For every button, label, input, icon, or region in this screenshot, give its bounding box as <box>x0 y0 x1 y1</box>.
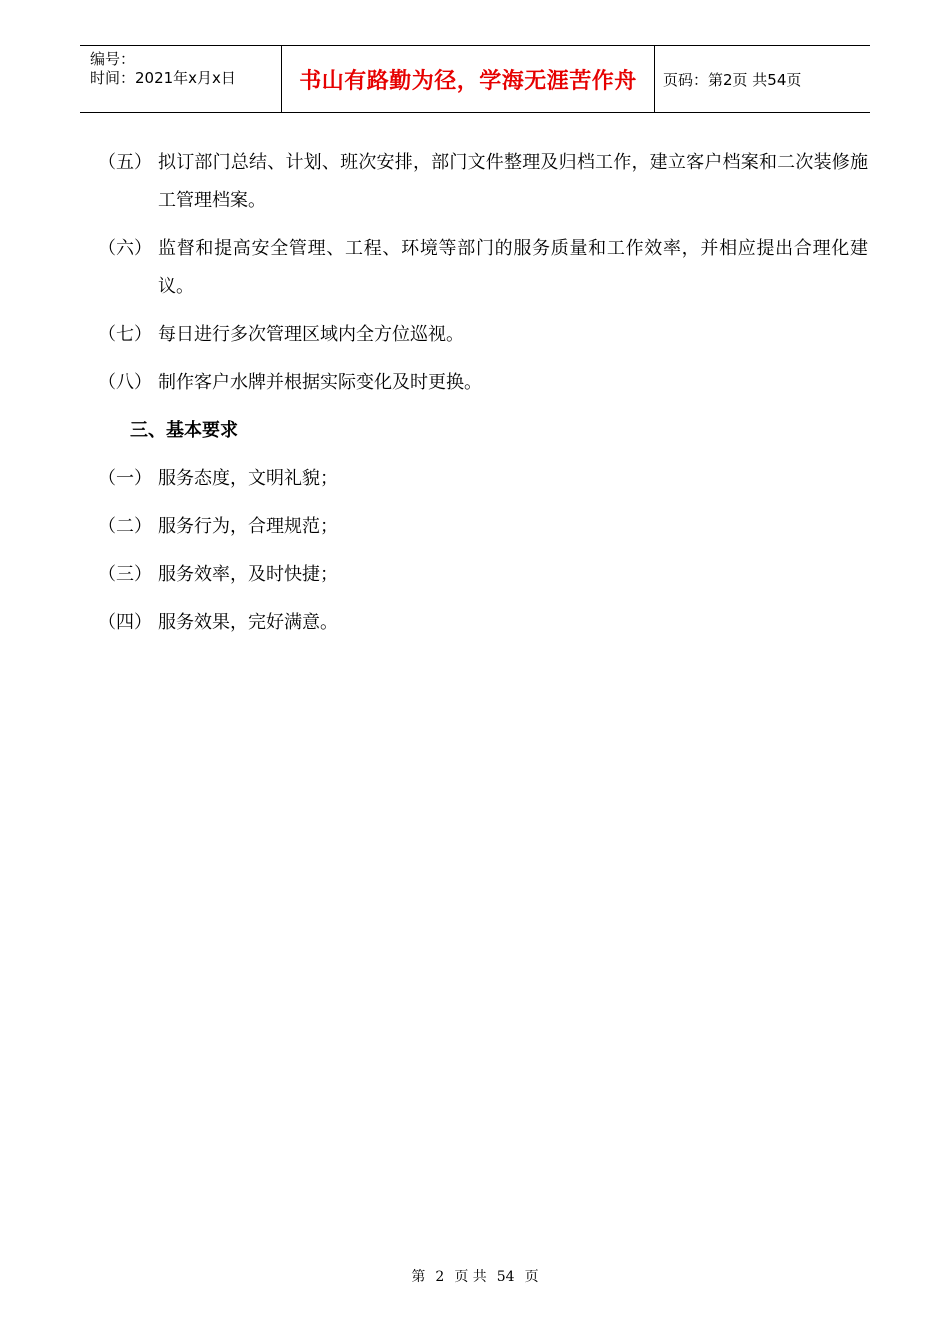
list-item <box>98 316 868 354</box>
section-heading: 三、基本要求 <box>130 420 238 441</box>
item-text: 拟订部门总结、计划、班次安排，部门文件整理及归档工作，建立客户档案和二次装修施工管理档案。 <box>158 152 868 211</box>
document-body <box>98 144 868 652</box>
page-header <box>80 45 870 113</box>
list-item <box>98 556 868 594</box>
list-item <box>98 604 868 642</box>
footer-prefix: 第 <box>411 1269 426 1285</box>
item-number: （四） <box>98 612 152 633</box>
footer-page-number: 2 <box>435 1269 445 1285</box>
footer-mid: 页 共 <box>454 1269 487 1285</box>
page-footer <box>0 1266 950 1286</box>
code-label: 编号： <box>90 50 136 68</box>
header-meta-cell <box>80 46 282 112</box>
item-number: （一） <box>98 468 152 489</box>
list-item <box>98 230 868 306</box>
item-text: 服务效率，及时快捷； <box>158 564 338 585</box>
item-number: （八） <box>98 372 152 393</box>
item-number: （三） <box>98 564 152 585</box>
item-number: （二） <box>98 516 152 537</box>
item-text: 每日进行多次管理区域内全方位巡视。 <box>158 324 464 345</box>
time-label: 时间：2021年x月x日 <box>90 69 236 87</box>
item-text: 服务行为，合理规范； <box>158 516 338 537</box>
list-item <box>98 144 868 220</box>
item-text: 服务态度，文明礼貌； <box>158 468 338 489</box>
item-text: 制作客户水牌并根据实际变化及时更换。 <box>158 372 482 393</box>
list-item <box>98 508 868 546</box>
header-motto-cell <box>282 46 655 112</box>
item-text: 服务效果，完好满意。 <box>158 612 338 633</box>
item-number: （五） <box>98 152 152 173</box>
page-info: 页码：第2页 共54页 <box>663 70 802 89</box>
item-text: 监督和提高安全管理、工程、环境等部门的服务质量和工作效率，并相应提出合理化建议。 <box>158 238 868 297</box>
list-item <box>98 460 868 498</box>
header-page-cell <box>655 46 870 112</box>
footer-total-pages: 54 <box>496 1269 515 1285</box>
list-item <box>98 364 868 402</box>
item-number: （六） <box>98 238 152 259</box>
footer-suffix: 页 <box>524 1269 539 1285</box>
motto-text: 书山有路勤为径，学海无涯苦作舟 <box>299 68 637 94</box>
item-number: （七） <box>98 324 152 345</box>
